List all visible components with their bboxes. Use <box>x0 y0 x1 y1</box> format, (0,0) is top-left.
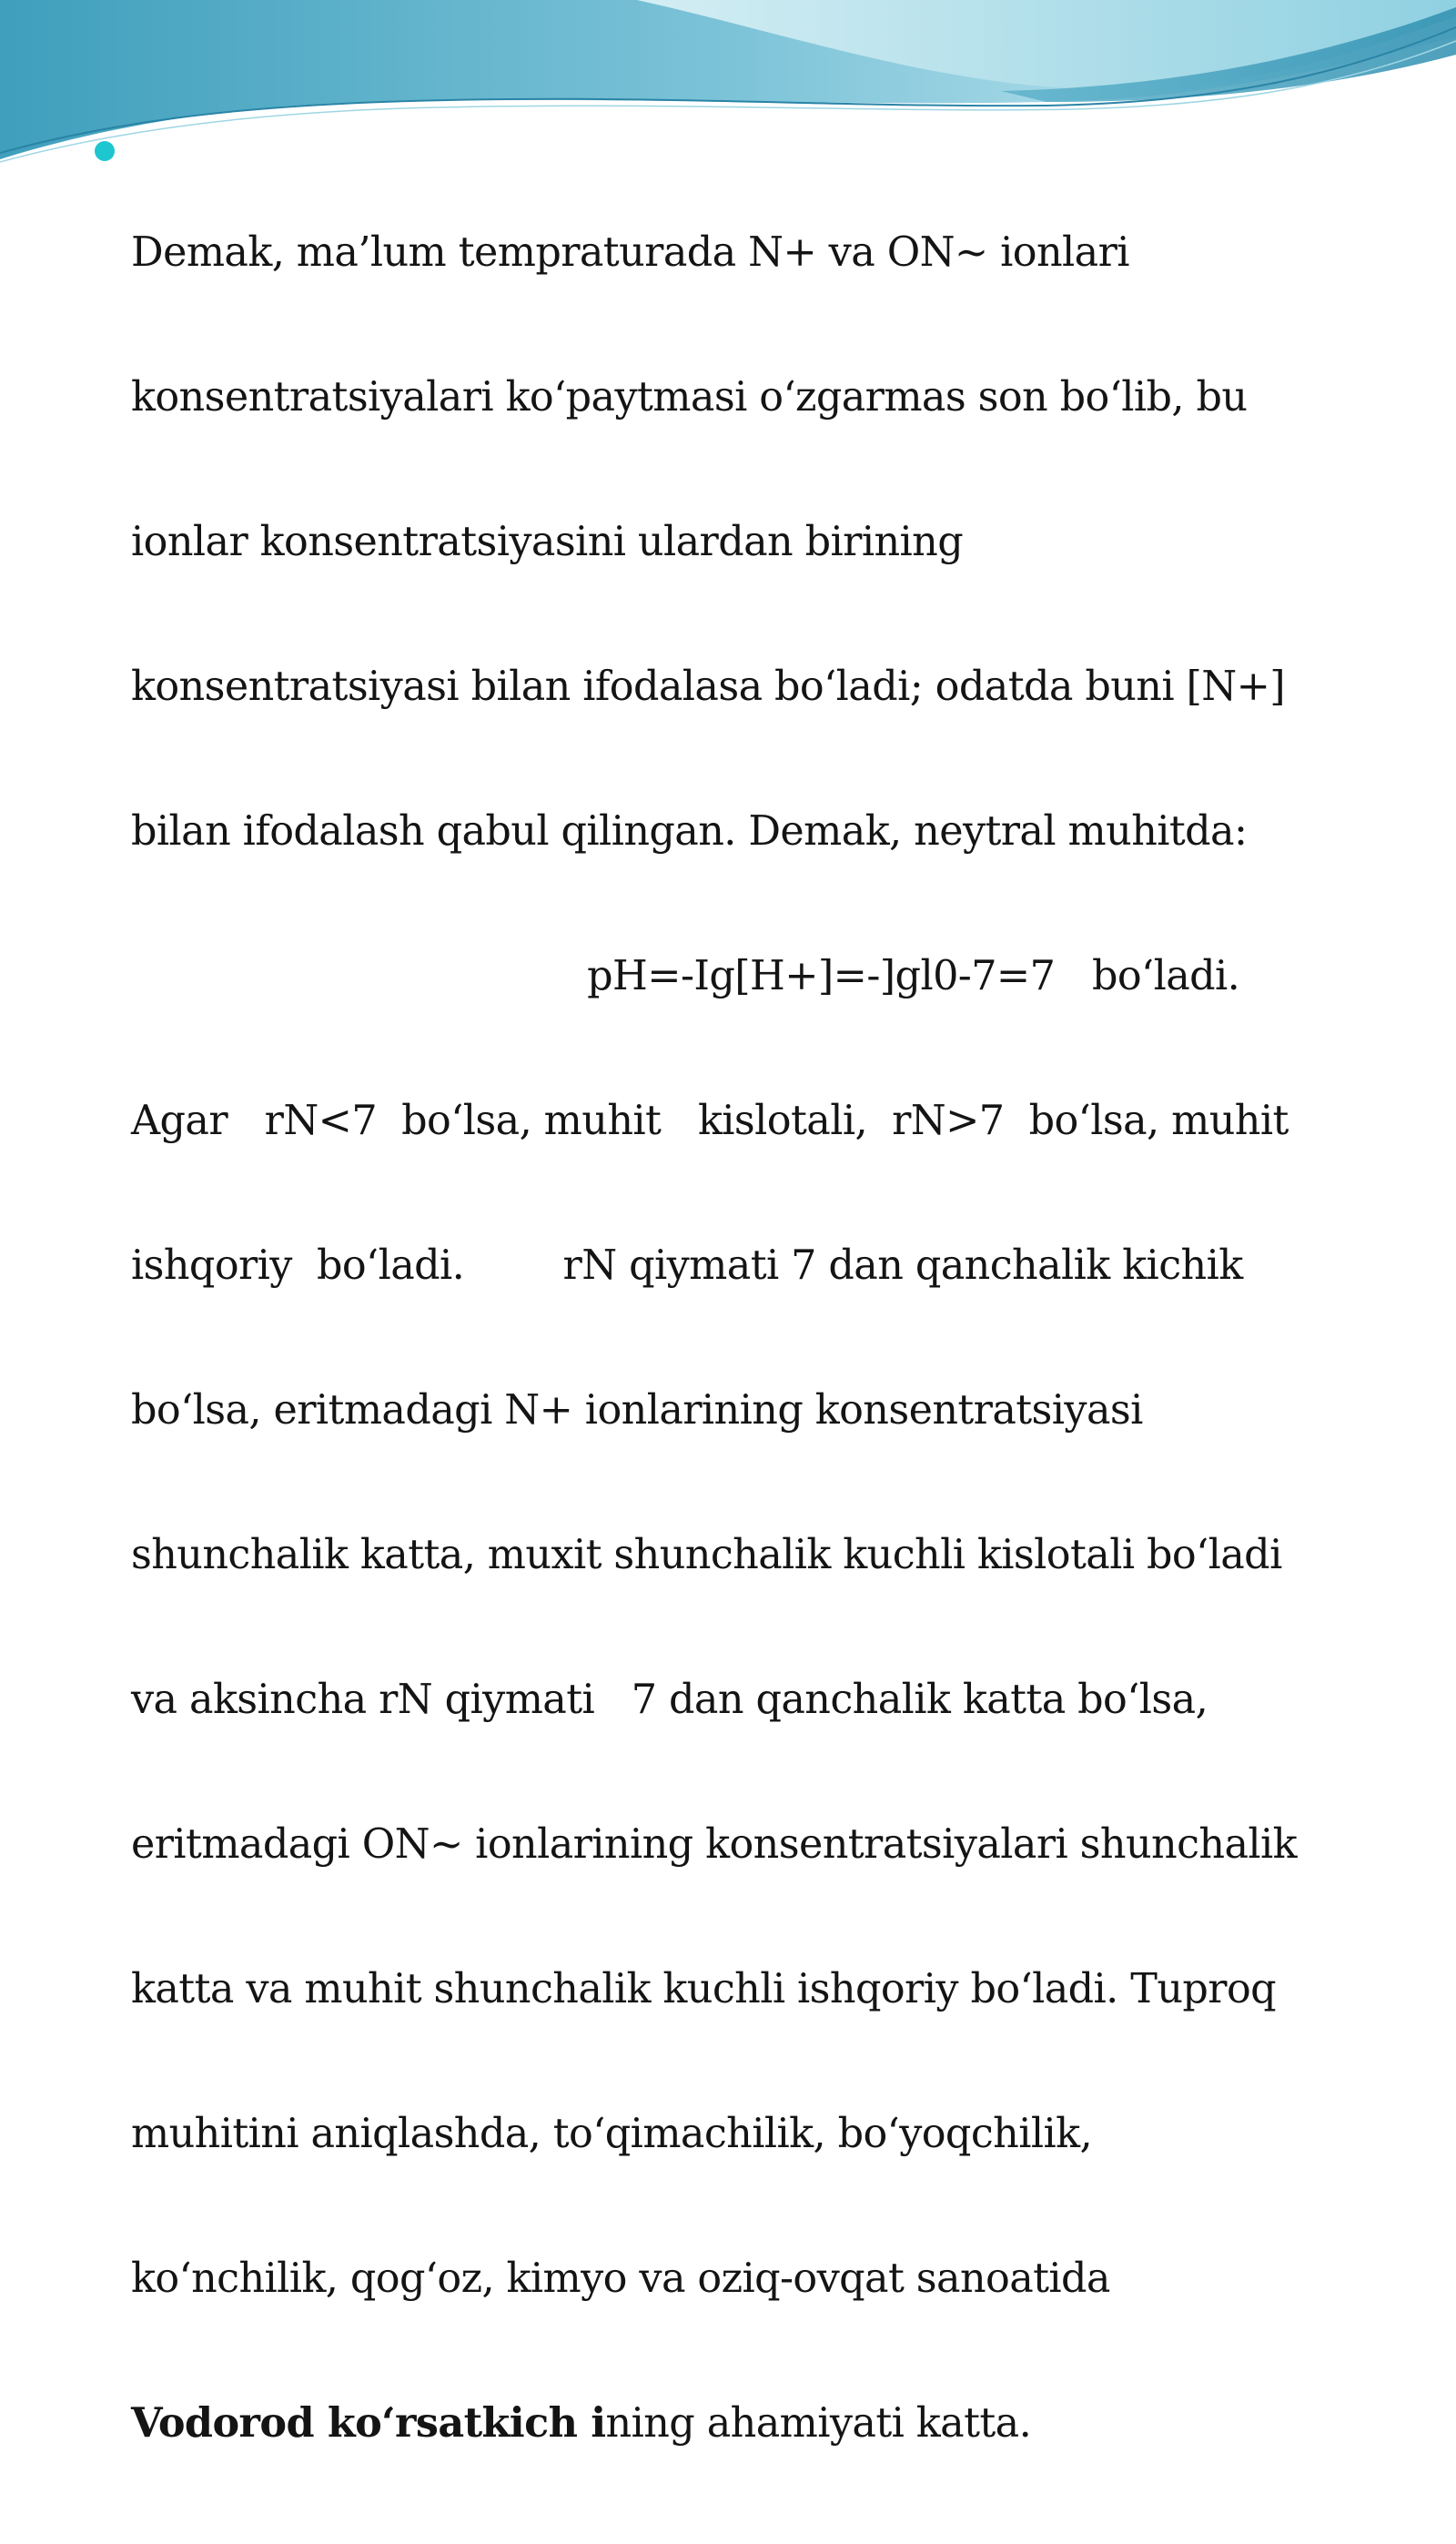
text-line-11: va aksincha rN qiymati 7 dan qanchalik katta bo‘lsa, <box>131 1677 1208 1723</box>
text-line-12: eritmadagi ON~ ionlarining konsentratsiyalari shunchalik <box>131 1821 1298 1868</box>
text-line-1: Demak, ma’lum tempraturada N+ va ON~ ionlari <box>131 229 1129 276</box>
text-line-9: bo‘lsa, eritmadagi N+ ionlarining konsentratsiyasi <box>131 1387 1143 1434</box>
ph-formula-line: pH=-Ig[H+]=-]gl0-7=7 bo‘ladi. <box>131 953 1240 999</box>
bold-term: Vodorod ko‘rsatkich i <box>131 2399 606 2447</box>
text-line-2: konsentratsiyalari ko‘paytmasi o‘zgarmas son bo‘lib, bu <box>131 374 1248 421</box>
text-line-7: Agar rN<7 bo‘lsa, muhit kislotali, rN>7 bo‘lsa, muhit <box>131 1098 1289 1144</box>
text-line-3: ionlar konsentratsiyasini ulardan birining <box>131 519 964 565</box>
paragraph-text <box>131 132 1383 2544</box>
text-line-last-rest: ning ahamiyati katta. <box>605 2400 1032 2447</box>
text-line-last <box>131 2399 1383 2448</box>
text-line-15: ko‘nchilik, qog‘oz, kimyo va oziq-ovqat sanoatida <box>131 2255 1110 2302</box>
text-line-5: bilan ifodalash qabul qilingan. Demak, neytral muhitda: <box>131 808 1248 855</box>
text-line-14: muhitini aniqlashda, to‘qimachilik, bo‘yoqchilik, <box>131 2111 1093 2157</box>
text-line-13: katta va muhit shunchalik kuchli ishqoriy bo‘ladi. Tuproq <box>131 1966 1277 2012</box>
bullet-icon <box>95 141 115 161</box>
bullet-paragraph <box>91 132 1383 2544</box>
text-line-4: konsentratsiyasi bilan ifodalasa bo‘ladi; odatda buni [N+] <box>131 664 1286 710</box>
text-line-10: shunchalik katta, muxit shunchalik kuchli kislotali bo‘ladi <box>131 1532 1282 1578</box>
slide-content <box>91 132 1383 2544</box>
text-line-8: ishqoriy bo‘ladi. rN qiymati 7 dan qanchalik kichik <box>131 1242 1243 1289</box>
